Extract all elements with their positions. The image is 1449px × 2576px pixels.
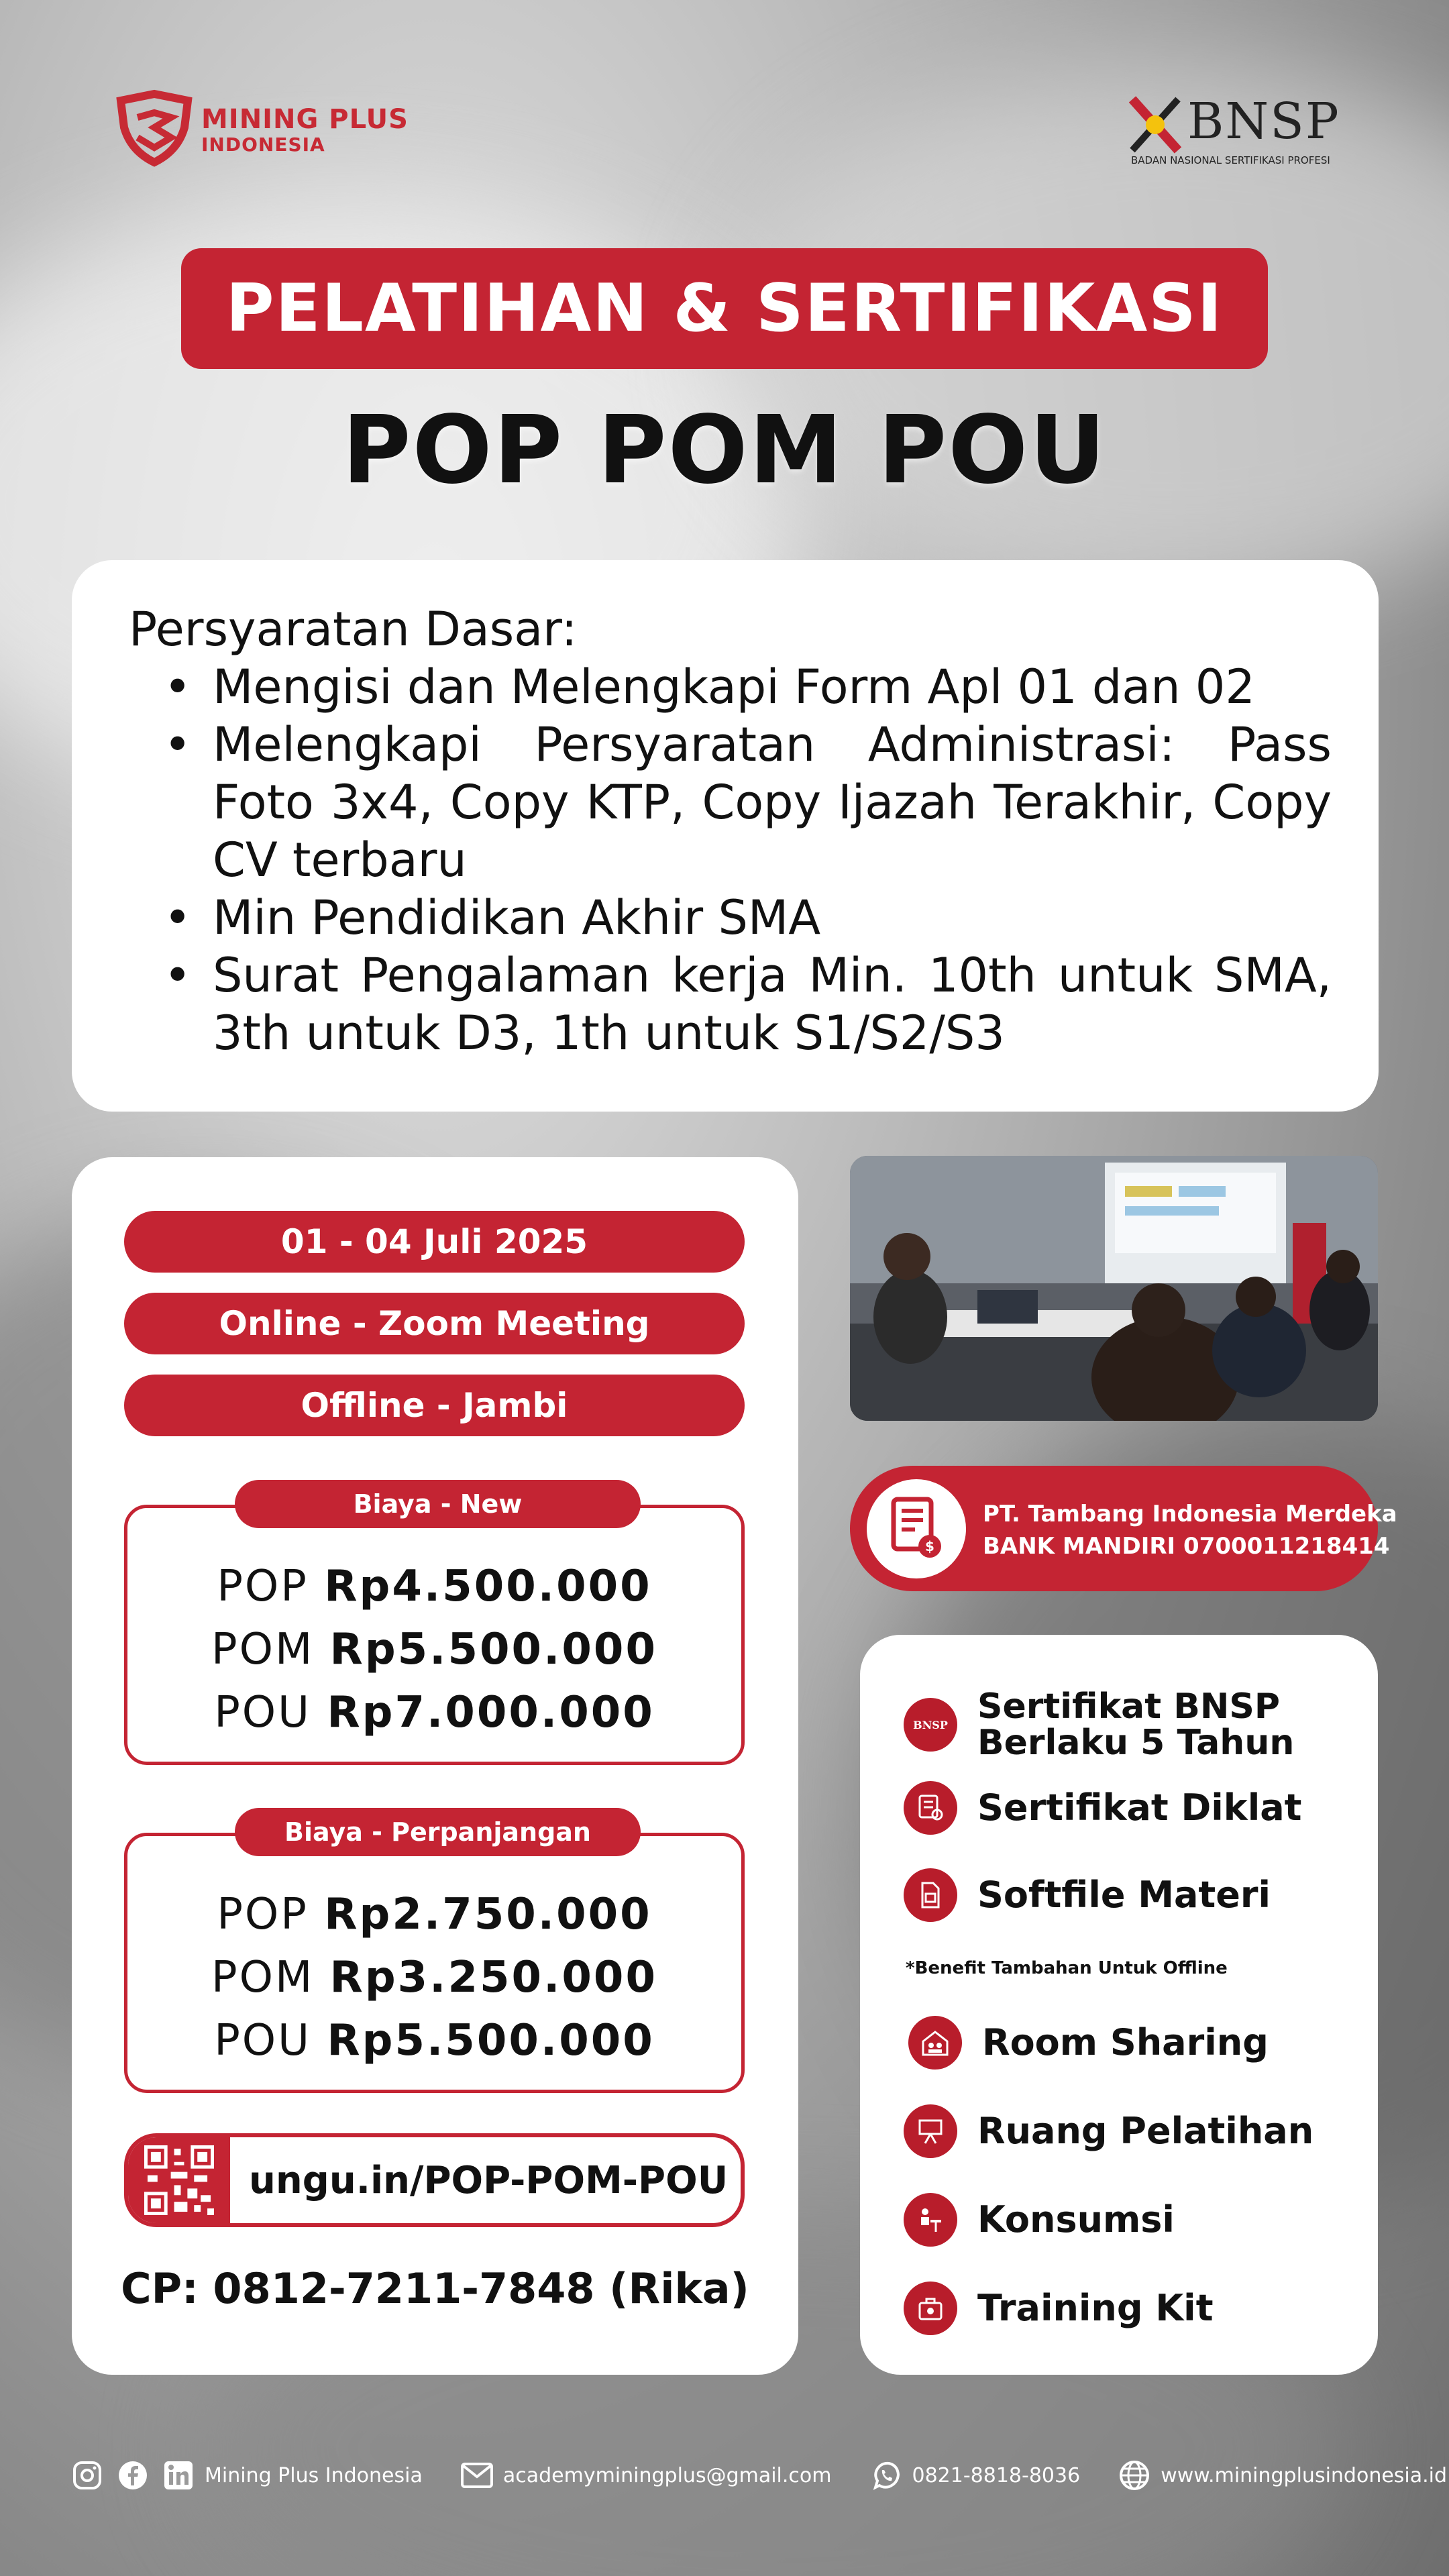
price-row: POP Rp2.750.000: [217, 1890, 652, 1939]
bnsp-logo: [1127, 87, 1342, 181]
footer-website[interactable]: www.miningplusindonesia.id: [1161, 2463, 1448, 2487]
price-row: POU Rp5.500.000: [214, 2016, 655, 2065]
price-row: POM Rp5.500.000: [211, 1625, 657, 1674]
bnsp-emblem-icon: [1127, 93, 1183, 157]
benefit-label: Sertifikat Diklat: [977, 1786, 1302, 1829]
benefit-room-sharing: [908, 2016, 1269, 2070]
meal-icon: [904, 2193, 957, 2247]
mining-plus-emblem-icon: [114, 87, 195, 168]
benefit-note: *Benefit Tambahan Untuk Offline: [906, 1958, 1228, 1978]
bnsp-subtitle: BADAN NASIONAL SERTIFIKASI PROFESI: [1131, 154, 1330, 166]
benefit-konsumsi: [904, 2193, 1175, 2247]
title-banner: PELATIHAN & SERTIFIKASI: [181, 248, 1268, 369]
benefit-cert-diklat: [904, 1781, 1301, 1835]
training-kit-icon: [904, 2282, 957, 2335]
footer: [70, 2449, 1448, 2502]
bank-info: [850, 1466, 1397, 1591]
whatsapp-icon: [869, 2459, 903, 2492]
invoice-icon: [867, 1479, 966, 1578]
price-row: POU Rp7.000.000: [214, 1688, 655, 1737]
bank-account-name: PT. Tambang Indonesia Merdeka: [983, 1501, 1397, 1527]
info-card: [72, 1157, 798, 2375]
room-icon: [908, 2016, 962, 2070]
price-label-renewal: Biaya - Perpanjangan: [235, 1808, 641, 1856]
footer-phone[interactable]: 0821-8818-8036: [912, 2463, 1081, 2487]
requirement-item: • Mengisi dan Melengkapi Form Apl 01 dan 02: [156, 658, 1332, 716]
instagram-icon[interactable]: [70, 2459, 104, 2492]
requirement-item: • Melengkapi Persyaratan Administrasi: Pass Foto 3x4, Copy KTP, Copy Ijazah Terakhir, Copy CV terbaru: [156, 716, 1332, 889]
benefits-card: [860, 1635, 1378, 2375]
file-icon: [904, 1868, 957, 1922]
page-title: POP POM POU: [342, 396, 1107, 505]
benefit-label: Training Kit: [977, 2287, 1214, 2329]
requirements-card: [72, 560, 1379, 1112]
bnsp-badge-icon: BNSP: [904, 1698, 957, 1752]
requirements-heading: Persyaratan Dasar:: [129, 602, 578, 657]
email-icon: [460, 2459, 494, 2492]
mining-plus-name: MINING PLUS: [201, 104, 409, 135]
benefit-label: Berlaku 5 Tahun: [977, 1723, 1295, 1763]
certificate-icon: [904, 1781, 957, 1835]
registration-link[interactable]: [124, 2133, 745, 2227]
registration-link-text[interactable]: ungu.in/POP-POM-POU: [249, 2158, 729, 2202]
benefit-label: Softfile Materi: [977, 1874, 1271, 1916]
contact-person: CP: 0812-7211-7848 (Rika): [121, 2264, 749, 2313]
classroom-icon: [904, 2104, 957, 2158]
benefit-label: Konsumsi: [977, 2198, 1175, 2241]
benefit-cert-bnsp: [904, 1688, 1294, 1761]
linkedin-icon[interactable]: [162, 2459, 195, 2492]
bnsp-wordmark: BNSP: [1187, 93, 1340, 150]
footer-social-name: Mining Plus Indonesia: [205, 2463, 423, 2487]
facebook-icon[interactable]: [116, 2459, 150, 2492]
training-photo: [850, 1156, 1378, 1421]
price-box-new: [124, 1489, 745, 1765]
price-row: POM Rp3.250.000: [211, 1953, 657, 2002]
price-box-renewal: [124, 1817, 745, 2093]
requirement-item: • Surat Pengalaman kerja Min. 10th untuk SMA, 3th untuk D3, 1th untuk S1/S2/S3: [156, 947, 1332, 1062]
benefit-label: Sertifikat BNSP: [977, 1686, 1280, 1727]
bank-account-number: BANK MANDIRI 0700011218414: [983, 1533, 1390, 1560]
benefit-label: Room Sharing: [982, 2021, 1269, 2063]
globe-icon: [1118, 2459, 1151, 2492]
offline-pill: Offline - Jambi: [124, 1375, 745, 1436]
price-label-new: Biaya - New: [235, 1480, 641, 1528]
online-pill: Online - Zoom Meeting: [124, 1293, 745, 1354]
price-row: POP Rp4.500.000: [217, 1562, 652, 1611]
benefit-softfile: [904, 1868, 1271, 1922]
mining-plus-country: INDONESIA: [201, 133, 325, 156]
benefit-label: Ruang Pelatihan: [977, 2110, 1314, 2152]
requirement-item: • Min Pendidikan Akhir SMA: [156, 889, 1332, 947]
date-pill: 01 - 04 Juli 2025: [124, 1211, 745, 1273]
benefit-training-kit: [904, 2282, 1214, 2335]
requirements-list: [156, 658, 1332, 1062]
svg-text:$: $: [925, 1538, 934, 1554]
mining-plus-logo: [114, 87, 409, 174]
footer-email[interactable]: academyminingplus@gmail.com: [502, 2463, 832, 2487]
qr-code-icon: [128, 2137, 230, 2223]
benefit-ruang-pelatihan: [904, 2104, 1313, 2158]
